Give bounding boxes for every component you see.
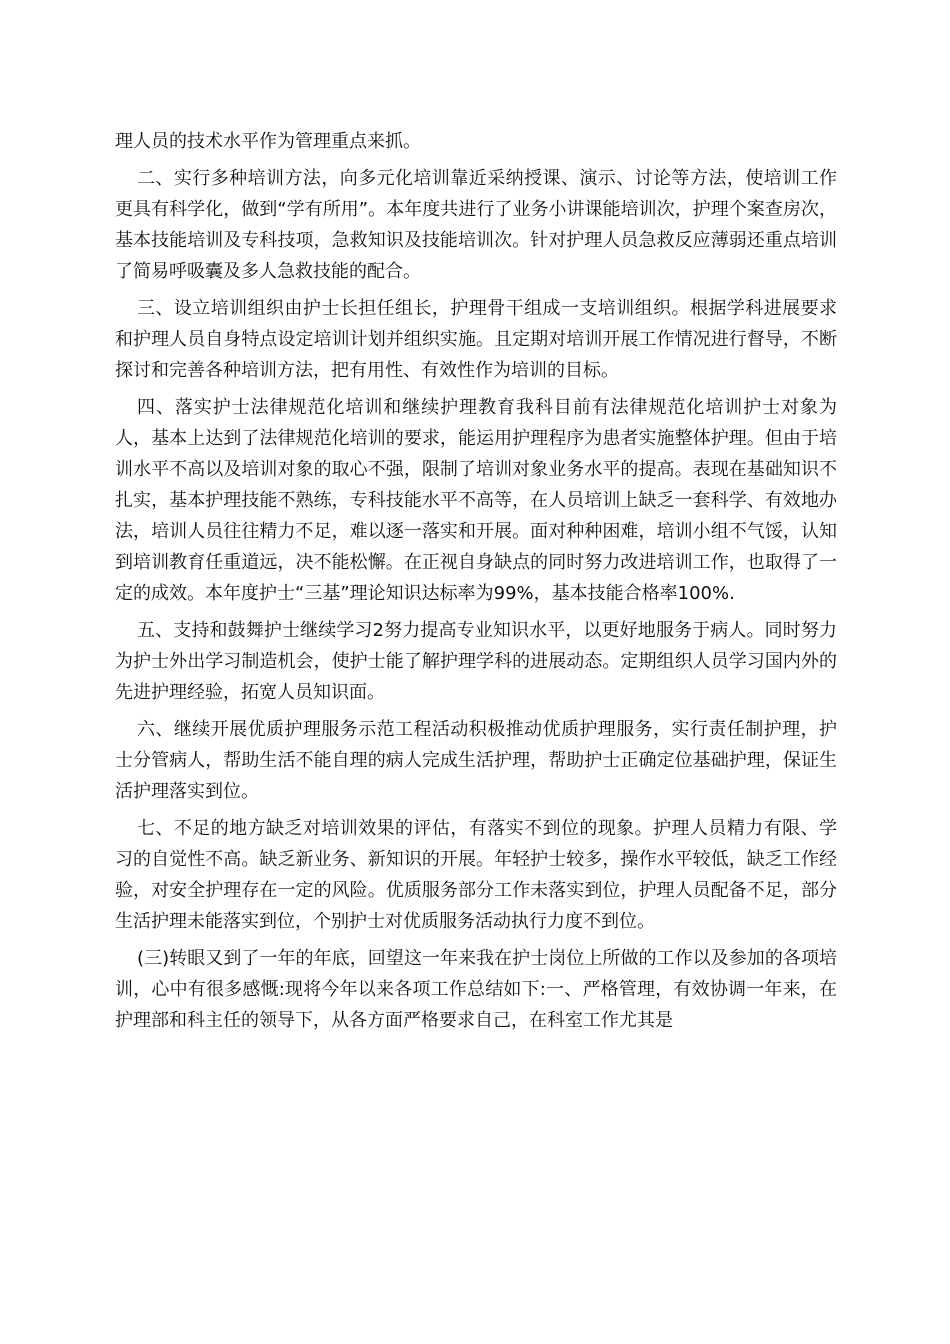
paragraph-item-7: 七、不足的地方缺乏对培训效果的评估，有落实不到位的现象。护理人员精力有限、学习的自觉性不高。缺乏新业务、新知识的开展。年轻护士较多，操作水平较低，缺乏工作经验，对安全护理存在一定的风险。优质服务部分工作未落实到位，护理人员配备不足，部分生活护理未能落实到位，个别护士对优质服务活动执行力度不到位。 xyxy=(115,818,837,932)
paragraph-continuation: 理人员的技术水平作为管理重点来抓。 xyxy=(115,131,421,152)
paragraph-item-2: 二、实行多种培训方法，向多元化培训靠近采纳授课、演示、讨论等方法，使培训工作更具有科学化，做到“学有所用”。本年度共进行了业务小讲课能培训次，护理个案查房次，基本技能培训及专科技项，急救知识及技能培训次。针对护理人员急救反应薄弱还重点培训了简易呼吸囊及多人急救技能的配合。 xyxy=(115,168,837,282)
paragraph-item-5: 五、支持和鼓舞护士继续学习2努力提高专业知识水平，以更好地服务于病人。同时努力为护士外出学习制造机会，使护士能了解护理学科的进展动态。定期组织人员学习国内外的先进护理经验，拓宽人员知识面。 xyxy=(115,620,837,703)
document-body xyxy=(115,126,837,1042)
paragraph-item-4: 四、落实护士法律规范化培训和继续护理教育我科目前有法律规范化培训护士对象为人，基本上达到了法律规范化培训的要求，能运用护理程序为患者实施整体护理。但由于培训水平不高以及培训对象的取心不强，限制了培训对象业务水平的提高。表现在基础知识不扎实，基本护理技能不熟练，专科技能水平不高等，在人员培训上缺乏一套科学、有效地办法，培训人员往往精力不足，难以逐一落实和开展。面对种种困难，培训小组不气馁，认知到培训教育任重道远，决不能松懈。在正视自身缺点的同时努力改进培训工作，也取得了一定的成效。本年度护士“三基”理论知识达标率为99%，基本技能合格率100%. xyxy=(115,397,837,604)
paragraph-item-3: 三、设立培训组织由护士长担任组长，护理骨干组成一支培训组织。根据学科进展要求和护理人员自身特点设定培训计划并组织实施。且定期对培训开展工作情况进行督导，不断探讨和完善各种培训方法，把有用性、有效性作为培训的目标。 xyxy=(115,298,837,381)
paragraph-section-3: (三)转眼又到了一年的年底，回望这一年来我在护士岗位上所做的工作以及参加的各项培训，心中有很多感慨:现将今年以来各项工作总结如下:一、严格管理，有效协调一年来，在护理部和科主任的领导下，从各方面严格要求自己，在科室工作尤其是 xyxy=(115,948,837,1031)
paragraph-item-6: 六、继续开展优质护理服务示范工程活动积极推动优质护理服务，实行责任制护理，护士分管病人，帮助生活不能自理的病人完成生活护理，帮助护士正确定位基础护理，保证生活护理落实到位。 xyxy=(115,719,837,802)
